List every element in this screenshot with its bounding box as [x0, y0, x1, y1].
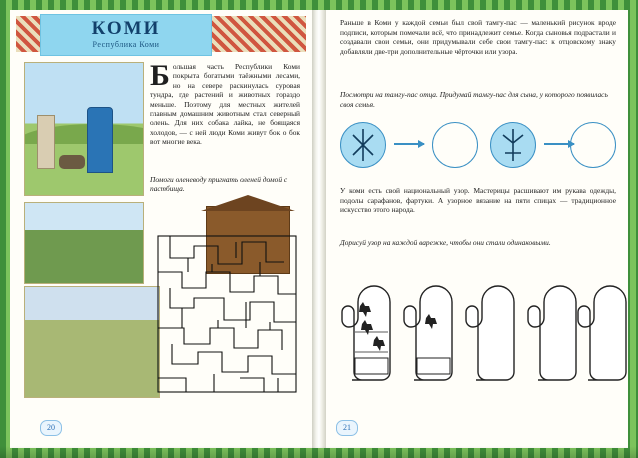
ornament-right-icon [210, 16, 306, 52]
page-title: КОМИ [91, 18, 161, 39]
right-paragraph-1: Раньше в Коми у каждой семьи был свой тамгу-пас — маленький рисунок вроде подписи, которым помечали всё, что принадлежит семье. Когда сыновья подрастали и создавали свои семьи, они придумывали себе свои тамгу-пас: к отцовскому знаку добавляли две-три дополнительные чёрточки или узора. [340, 18, 616, 56]
page-number-right: 21 [336, 420, 358, 436]
left-body-text [150, 59, 300, 147]
mitten-pattern-blank-1[interactable] [462, 262, 520, 388]
tamga-son-circle-empty[interactable] [432, 122, 478, 168]
taiga-forest-illustration [24, 202, 144, 284]
mitten-pattern-blank-3[interactable] [574, 262, 628, 388]
arrow-right-icon [394, 143, 424, 145]
right-paragraph-2: У коми есть свой национальный узор. Мастерицы расшивают им рукава одежды, подолы сарафанов, фартуки. А узорное вязание на пяти спицах — традиционное искусство этого народа. [340, 186, 616, 215]
page-title-band [40, 14, 212, 56]
tamga-son-circle-empty-2[interactable] [570, 122, 616, 168]
dog-figure [59, 155, 85, 169]
right-page [326, 10, 628, 448]
tamga-pas-exercise [340, 122, 616, 168]
mitten-pattern-complete[interactable] [338, 262, 396, 388]
ornament-left-icon [16, 16, 40, 52]
house-roof [201, 195, 295, 211]
komi-family-illustration [24, 62, 144, 196]
right-task-1: Посмотри на тамгу-пас отца. Придумай тамгу-пас для сына, у которого появилась своя семья. [340, 90, 608, 109]
mitten-pattern-partial[interactable] [400, 262, 458, 388]
reindeer-herder-illustration [24, 286, 160, 398]
maze-puzzle [154, 232, 300, 396]
man-figure [37, 115, 55, 169]
right-task-2: Дорисуй узор на каждой варежке, чтобы они стали одинаковыми. [340, 238, 551, 247]
left-task-text: Помоги оленеводу пригнать оленей домой с пастбища. [150, 175, 288, 194]
book-gutter [312, 10, 326, 448]
tamga-father-circle-2 [490, 122, 536, 168]
left-page [10, 10, 312, 448]
page-number-left: 20 [40, 420, 62, 436]
drop-cap: Б [150, 59, 170, 92]
tamga-father-circle [340, 122, 386, 168]
page-shadow [0, 446, 638, 458]
mitten-exercise [338, 262, 618, 402]
left-body-paragraph: ольшая часть Республики Коми покрыта богатыми таёжными лесами, но на севере раскинулась суровая тундра, где растений и животных гораздо меньше. Поэтому для местных жителей главным домашним животным стал северный олень. Для них собака лайка, не боящаяся холодов, — с ней люди Коми живут бок о бок вот многие века. [150, 62, 300, 147]
page-subtitle: Республика Коми [92, 40, 160, 49]
woman-figure [87, 107, 113, 173]
